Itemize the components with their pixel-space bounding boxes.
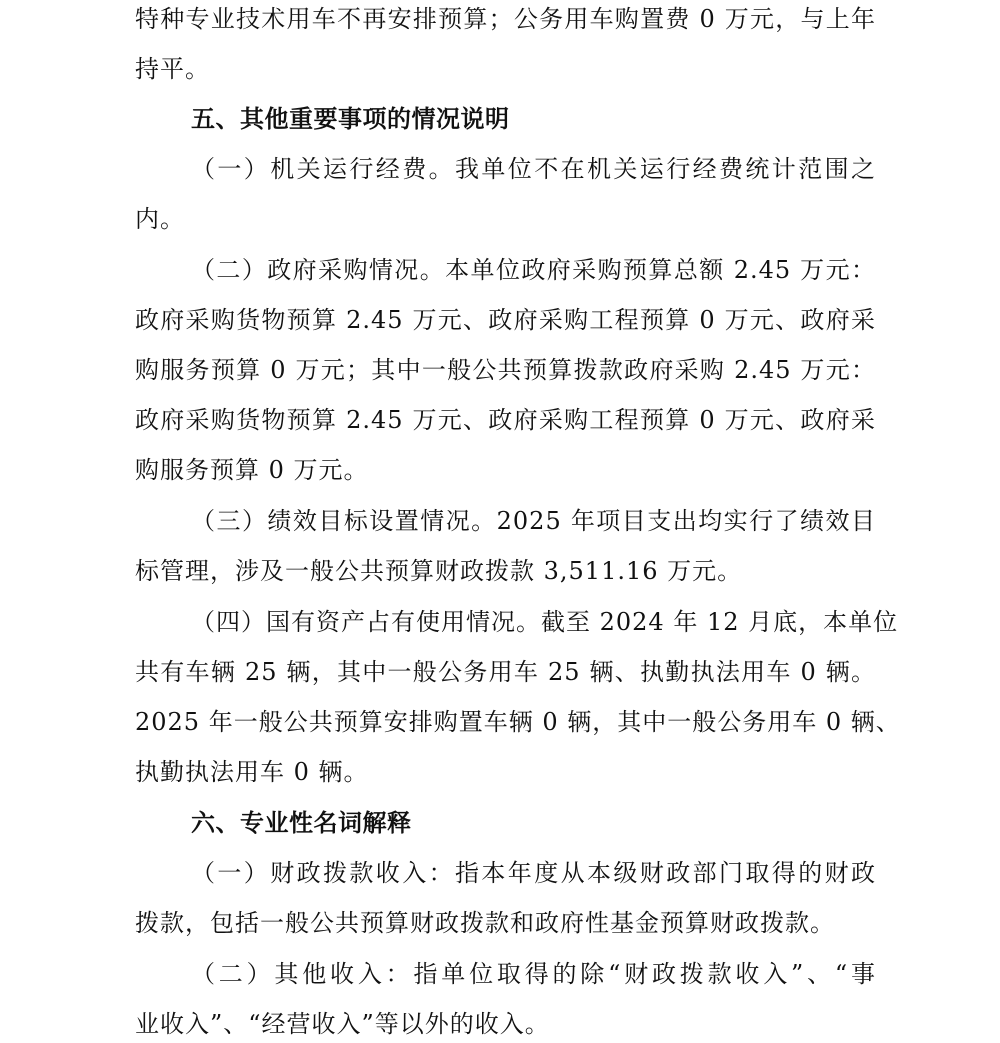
- paragraph-line: （三）绩效目标设置情况。2025 年项目支出均实行了绩效目: [191, 507, 876, 535]
- paragraph-line: 购服务预算 0 万元；其中一般公共预算拨款政府采购 2.45 万元：: [135, 356, 876, 384]
- paragraph-line: 拨款，包括一般公共预算财政拨款和政府性基金预算财政拨款。: [135, 909, 835, 937]
- paragraph-line: （一）财政拨款收入：指本年度从本级财政部门取得的财政: [191, 859, 876, 887]
- paragraph-line: 共有车辆 25 辆，其中一般公务用车 25 辆、执勤执法用车 0 辆。: [135, 658, 876, 686]
- paragraph-line: 内。: [135, 205, 185, 233]
- paragraph-line: （二）其他收入：指单位取得的除“财政拨款收入”、“事: [191, 960, 876, 988]
- section-heading: 五、其他重要事项的情况说明: [191, 105, 510, 133]
- paragraph-line: 政府采购货物预算 2.45 万元、政府采购工程预算 0 万元、政府采: [135, 406, 876, 434]
- paragraph-line: 执勤执法用车 0 辆。: [135, 758, 369, 786]
- paragraph-line: 购服务预算 0 万元。: [135, 456, 369, 484]
- paragraph-line: 特种专业技术用车不再安排预算；公务用车购置费 0 万元，与上年: [135, 5, 876, 33]
- paragraph-line: 持平。: [135, 55, 210, 83]
- paragraph-line: （四）国有资产占有使用情况。截至 2024 年 12 月底，本单位: [191, 608, 899, 636]
- paragraph-line: 政府采购货物预算 2.45 万元、政府采购工程预算 0 万元、政府采: [135, 306, 876, 334]
- paragraph-line: 2025 年一般公共预算安排购置车辆 0 辆，其中一般公务用车 0 辆、: [135, 708, 901, 736]
- paragraph-line: 业收入”、“经营收入”等以外的收入。: [135, 1010, 550, 1038]
- paragraph-line: （一）机关运行经费。我单位不在机关运行经费统计范围之: [191, 155, 876, 183]
- section-heading: 六、专业性名词解释: [191, 809, 412, 837]
- paragraph-line: （二）政府采购情况。本单位政府采购预算总额 2.45 万元：: [191, 256, 876, 284]
- paragraph-line: 标管理，涉及一般公共预算财政拨款 3,511.16 万元。: [135, 557, 743, 585]
